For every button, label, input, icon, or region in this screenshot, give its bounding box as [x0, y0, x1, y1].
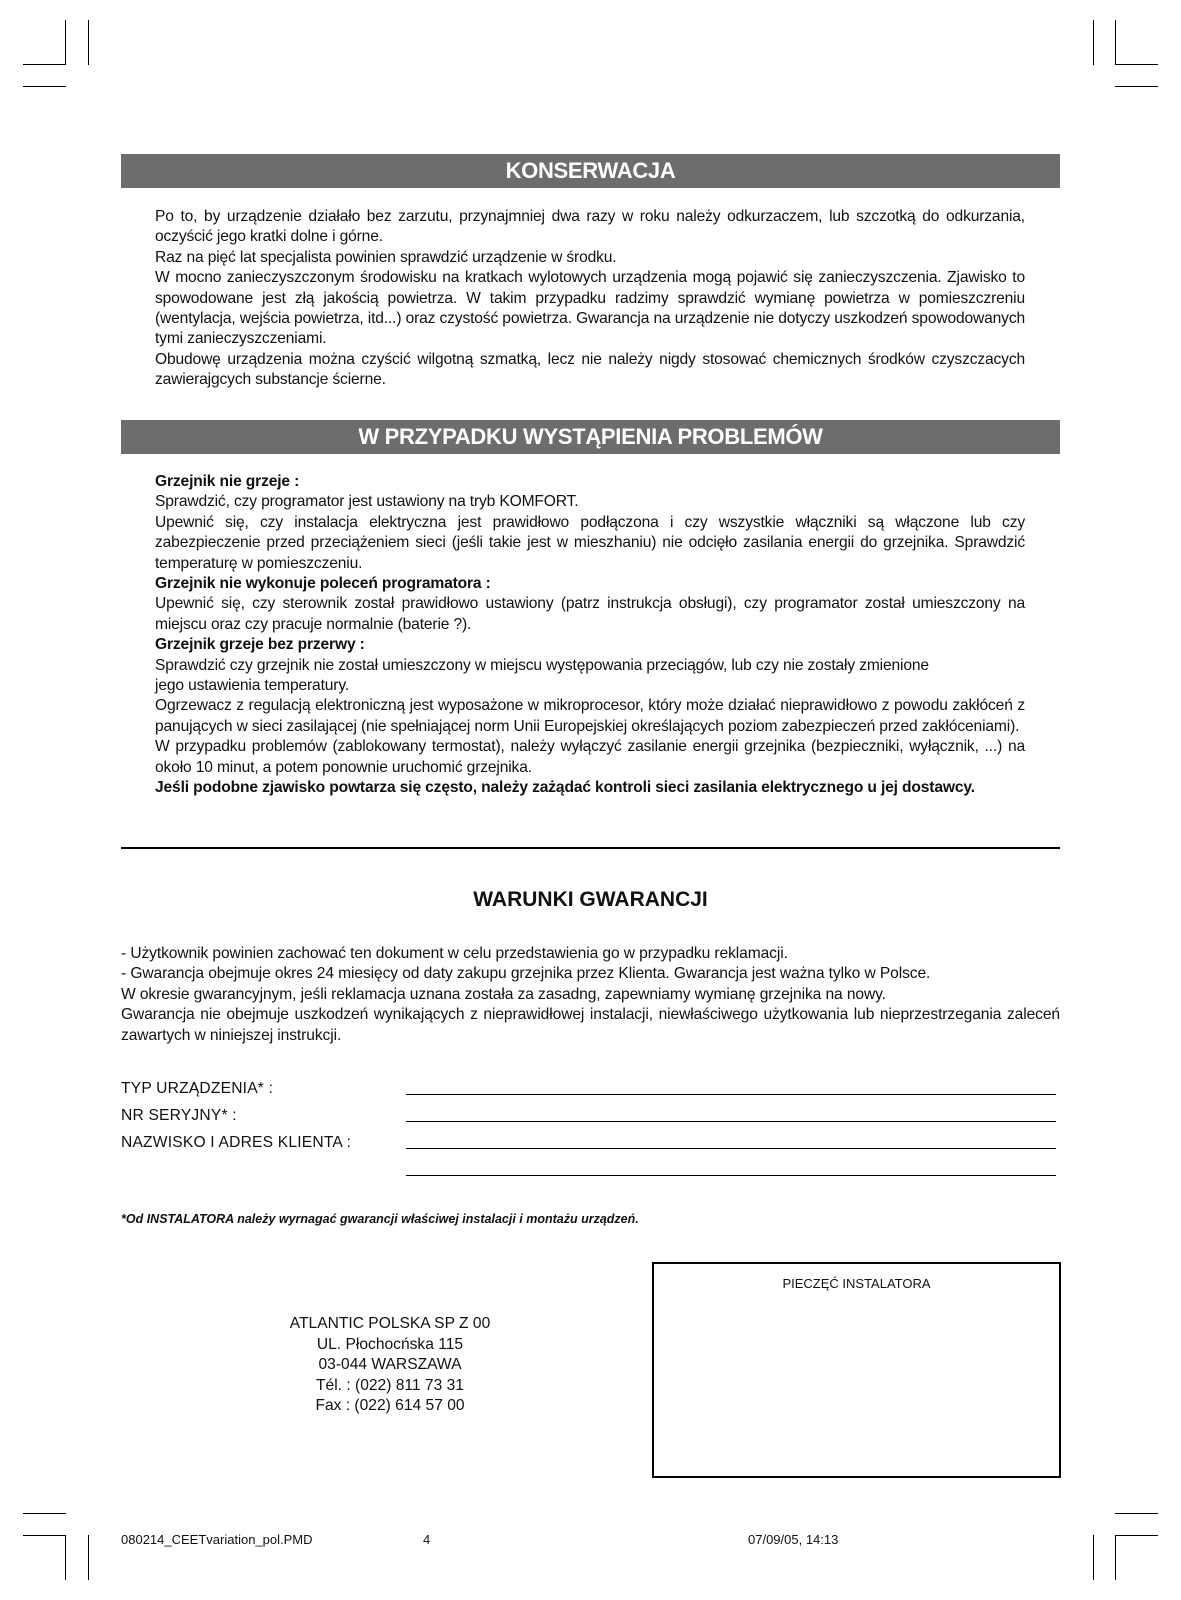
- paragraph: Obudowę urządzenia można czyścić wilgotną szmatką, lecz nie należy nigdy stosować chemicznych środków czyszczacych zawierajgcych substancje ścierne.: [155, 350, 1025, 389]
- paragraph: Upewnić się, czy instalacja elektryczna jest prawidłowo podłączona i czy wszystkie włączniki są włączone lub czy zabezpieczenie przed przeciążeniem sieci (jeśli takie jest w mieszhaniu) nie odcięło zasilania energii do grzejnika. Sprawdzić temperaturę w pomieszczeniu.: [155, 513, 1025, 572]
- client-address-line-2[interactable]: [406, 1175, 1056, 1176]
- gwarancja-text: [121, 944, 1060, 1046]
- crop-mark: [88, 20, 89, 65]
- paragraph: Raz na pięć lat specjalista powinien sprawdzić urządzenie w środku.: [155, 248, 617, 266]
- crop-mark: [1115, 20, 1116, 65]
- konserwacja-heading: KONSERWACJA: [121, 154, 1060, 188]
- crop-mark: [1115, 1535, 1116, 1580]
- serial-number-line[interactable]: [406, 1121, 1056, 1122]
- paragraph: - Gwarancja obejmuje okres 24 miesięcy od daty zakupu grzejnika przez Klienta. Gwarancja jest ważna tylko w Polsce.: [121, 965, 931, 983]
- paragraph: Sprawdzić, czy programator jest ustawiony na tryb KOMFORT.: [155, 493, 579, 511]
- crop-mark: [23, 64, 66, 65]
- crop-mark: [1115, 64, 1158, 65]
- crop-mark: [1093, 20, 1094, 65]
- subheading: Grzejnik nie grzeje :: [155, 473, 300, 490]
- crop-mark: [23, 86, 66, 87]
- footer-datetime: 07/09/05, 14:13: [748, 1532, 839, 1547]
- crop-mark: [1115, 86, 1158, 87]
- client-address-line[interactable]: [406, 1148, 1056, 1149]
- paragraph: Upewnić się, czy sterownik został prawidłowo ustawiony (patrz instrukcja obsługi), czy programator został umieszczony na miejscu oraz czy pracuje normalnie (baterie ?).: [155, 595, 1025, 633]
- paragraph: jego ustawienia temperatury.: [155, 677, 350, 695]
- paragraph: Ogrzewacz z regulacją elektroniczną jest wyposażone w mikroprocesor, który może działać nieprawidłowo z powodu zakłóceń z panujących w sieci zasilającej (nie spełniającej norm Unii Europejskiej określających poziom zabezpieczeń przed zakłóceniami).: [155, 697, 1025, 735]
- subheading: Grzejnik grzeje bez przerwy :: [155, 636, 365, 654]
- city: 03-044 WARSZAWA: [318, 1356, 462, 1373]
- crop-mark: [65, 1535, 66, 1580]
- crop-mark: [88, 1535, 89, 1580]
- subheading: Grzejnik nie wykonuje poleceń programatora :: [155, 575, 491, 593]
- field-label-client: NAZWISKO I ADRES KLIENTA :: [121, 1134, 352, 1151]
- field-label-device-type: TYP URZĄDZENIA* :: [121, 1080, 274, 1097]
- section-divider: [121, 847, 1060, 849]
- device-type-line[interactable]: [406, 1094, 1056, 1095]
- paragraph: Po to, by urządzenie działało bez zarzutu, przynajmniej dwa razy w roku należy odkurzaczem, lub szczotką do odkurzania, oczyścić jego kratki dolne i górne.: [155, 208, 1025, 246]
- paragraph-bold: Jeśli podobne zjawisko powtarza się często, należy zażądać kontroli sieci zasilania elektrycznego u jej dostawcy.: [155, 779, 975, 797]
- footer-filename: 080214_CEETvariation_pol.PMD: [121, 1532, 313, 1547]
- installer-stamp-box: [652, 1262, 1061, 1478]
- paragraph: W okresie gwarancyjnym, jeśli reklamacja uznana została za zasadng, zapewniamy wymianę grzejnika na nowy.: [121, 985, 886, 1003]
- paragraph: Gwarancja nie obejmuje uszkodzeń wynikających z nieprawidłowej instalacji, niewłaściwego użytkowania lub nieprzestrzegania zaleceń zawartych w niniejszej instrukcji.: [121, 1006, 1060, 1044]
- paragraph: Sprawdzić czy grzejnik nie został umieszczony w miejscu występowania przeciągów, lub czy nie zostały zmienione: [155, 656, 929, 674]
- paragraph: W przypadku problemów (zablokowany termostat), należy wyłączyć zasilanie energii grzejnika (bezpieczniki, wyłącznik, ...) na około 10 minut, a potem ponownie uruchomić grzejnika.: [155, 738, 1025, 776]
- problemy-heading: W PRZYPADKU WYSTĄPIENIA PROBLEMÓW: [121, 420, 1060, 454]
- stamp-title: PIECZĘĆ INSTALATORA: [782, 1276, 931, 1291]
- crop-mark: [23, 1535, 66, 1536]
- field-label-serial: NR SERYJNY* :: [121, 1107, 237, 1124]
- crop-mark: [1115, 1513, 1158, 1514]
- installer-note: *Od INSTALATORA należy wyrnagać gwarancji właściwej instalacji i montażu urządzeń.: [121, 1212, 639, 1226]
- crop-mark: [23, 1513, 66, 1514]
- company-address: [240, 1314, 540, 1417]
- problemy-text: [155, 472, 1025, 799]
- crop-mark: [65, 20, 66, 65]
- gwarancja-heading: WARUNKI GWARANCJI: [473, 888, 708, 911]
- phone: Tél. : (022) 811 73 31: [316, 1376, 464, 1394]
- crop-mark: [1115, 1535, 1158, 1536]
- paragraph: - Użytkownik powinien zachować ten dokument w celu przedstawienia go w przypadku reklamacji.: [121, 945, 788, 962]
- street: UL. Płochocńska 115: [316, 1335, 464, 1353]
- fax: Fax : (022) 614 57 00: [315, 1397, 465, 1414]
- footer-page-number: 4: [423, 1532, 431, 1547]
- konserwacja-text: [155, 207, 1025, 391]
- paragraph: W mocno zanieczyszczonym środowisku na kratkach wylotowych urządzenia mogą pojawić się zanieczyszczenia. Zjawisko to spowodowane jest złą jakością powietrza. W takim przypadku radzimy sprawdzić wymianę powietrza w pomieszczreniu (wentylacja, wejścia powietrza, itd...) oraz czystość powietrza. Gwarancja na urządzenie nie dotyczy uszkodzeń spowodowanych tymi zanieczyszczeniami.: [155, 269, 1025, 348]
- company-name: ATLANTIC POLSKA SP Z 00: [289, 1315, 491, 1332]
- crop-mark: [1093, 1535, 1094, 1580]
